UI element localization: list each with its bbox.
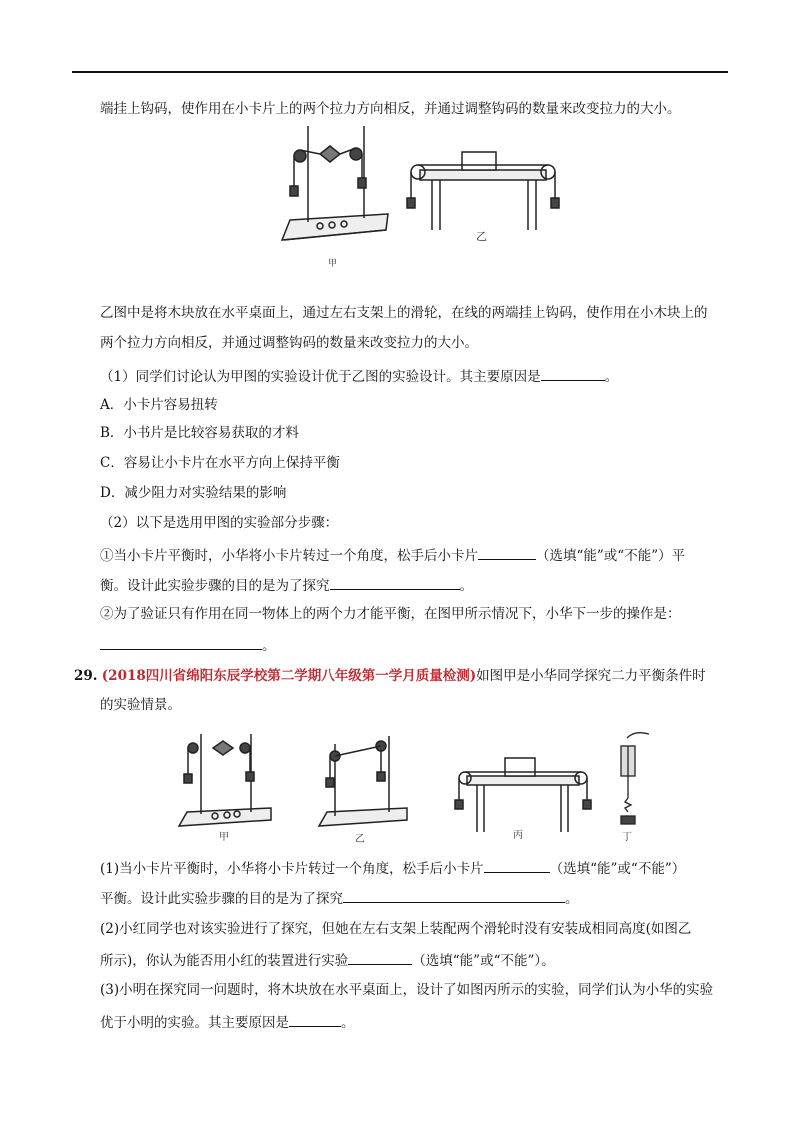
answer-blank-6[interactable] <box>343 888 565 903</box>
answer-blank-4[interactable] <box>100 635 262 650</box>
option-a[interactable]: A．小卡片容易扭转 <box>100 397 218 413</box>
question-29-number: 29. <box>74 668 98 684</box>
step-2-end: 。 <box>262 638 276 654</box>
step-1-text-a: ①当小卡片平衡时，小华将小卡片转过一个角度，松手后小卡片 <box>100 548 478 564</box>
question-29-2-line-2 <box>100 950 555 970</box>
apparatus-jia <box>282 126 388 240</box>
question-29-3-text-c: 。 <box>341 1015 355 1031</box>
question-29-3-text-b: 优于小明的实验。其主要原因是 <box>100 1015 289 1031</box>
question-29-3-line-1: (3)小明在探究同一问题时，将木块放在水平桌面上，设计了如图丙所示的实验，同学们认为小华的实验 <box>100 982 714 998</box>
header-rule <box>72 71 728 73</box>
figure-2-label-jia: 甲 <box>219 832 229 843</box>
step-1-line-1 <box>100 545 685 565</box>
question-29-2-text-c: （选填“能”或“不能”）。 <box>412 953 555 969</box>
figure-2 <box>175 728 665 850</box>
question-29-3-line-2 <box>100 1012 355 1032</box>
step-2-line-1: ②为了验证只有作用在同一物体上的两个力才能平衡，在图甲所示情况下，小华下一步的操作是： <box>100 606 681 622</box>
step-1-text-b: （选填“能”或“不能”）平 <box>536 548 686 564</box>
question-29-1-text-d: 。 <box>565 891 579 907</box>
apparatus-2-yi <box>319 736 407 826</box>
paragraph-2-line-2: 两个拉力方向相反，并通过调整钩码的数量来改变拉力的大小。 <box>100 335 478 351</box>
question-29-1-text-a: (1)当小卡片平衡时，小华将小卡片转过一个角度，松手后小卡片 <box>100 861 484 877</box>
question-29-1-text-c: 平衡。设计此实验步骤的目的是为了探究 <box>100 891 343 907</box>
step-1-text-d: 。 <box>459 578 473 594</box>
apparatus-2-ding <box>621 733 649 824</box>
answer-blank-8[interactable] <box>289 1012 341 1027</box>
question-29-stem-a: 如图甲是小华同学探究二力平衡条件时 <box>476 668 706 684</box>
question-29-2-text-b: 所示)，你认为能否用小红的装置进行实验 <box>100 953 349 969</box>
question-29-line-2: 的实验情景。 <box>100 697 181 713</box>
apparatus-yi <box>407 152 559 230</box>
question-29-1-line-1 <box>100 858 685 878</box>
question-1-end: 。 <box>604 369 619 385</box>
apparatus-2-jia <box>179 734 271 826</box>
paragraph-1: 端挂上钩码，使作用在小卡片上的两个拉力方向相反，并通过调整钩码的数量来改变拉力的大小。 <box>100 101 681 117</box>
answer-blank-2[interactable] <box>478 545 536 560</box>
figure-1-label-yi: 乙 <box>476 230 487 243</box>
question-29-line-1 <box>74 667 706 685</box>
question-1 <box>100 366 618 386</box>
figure-2-label-yi: 乙 <box>355 834 365 845</box>
option-c[interactable]: C．容易让小卡片在水平方向上保持平衡 <box>100 455 340 471</box>
question-1-text: （1）同学们讨论认为甲图的实验设计优于乙图的实验设计。其主要原因是 <box>100 369 541 385</box>
apparatus-2-bing <box>455 758 591 832</box>
option-b[interactable]: B．小书片是比较容易获取的才料 <box>100 425 299 441</box>
figure-2-label-bing: 丙 <box>513 830 523 841</box>
answer-blank-5[interactable] <box>484 858 550 873</box>
answer-blank-7[interactable] <box>348 950 412 965</box>
step-2-line-2 <box>100 635 276 655</box>
question-29-2-line-1: (2)小红同学也对该实验进行了探究，但她在左右支架上装配两个滑轮时没有安装成相同高度(如图乙 <box>100 921 692 937</box>
answer-blank-3[interactable] <box>330 575 460 590</box>
question-29-1-text-b: （选填“能”或“不能”） <box>549 861 686 877</box>
paragraph-2-line-1: 乙图中是将木块放在水平桌面上，通过左右支架上的滑轮，在线的两端挂上钩码，使作用在小木块上的 <box>100 305 708 321</box>
step-1-text-c: 衡。设计此实验步骤的目的是为了探究 <box>100 578 330 594</box>
answer-blank-1[interactable] <box>541 366 605 381</box>
step-1-line-2 <box>100 575 473 595</box>
question-29-source: (2018四川省绵阳东辰学校第二学期八年级第一学月质量检测) <box>101 668 477 684</box>
figure-1 <box>270 118 560 278</box>
question-2: （2）以下是选用甲图的实验部分步骤： <box>100 515 339 531</box>
figure-2-label-ding: 丁 <box>622 832 632 843</box>
question-29-1-line-2 <box>100 888 579 908</box>
option-d[interactable]: D．减少阻力对实验结果的影响 <box>100 485 287 501</box>
figure-1-label-jia: 甲 <box>328 259 338 269</box>
